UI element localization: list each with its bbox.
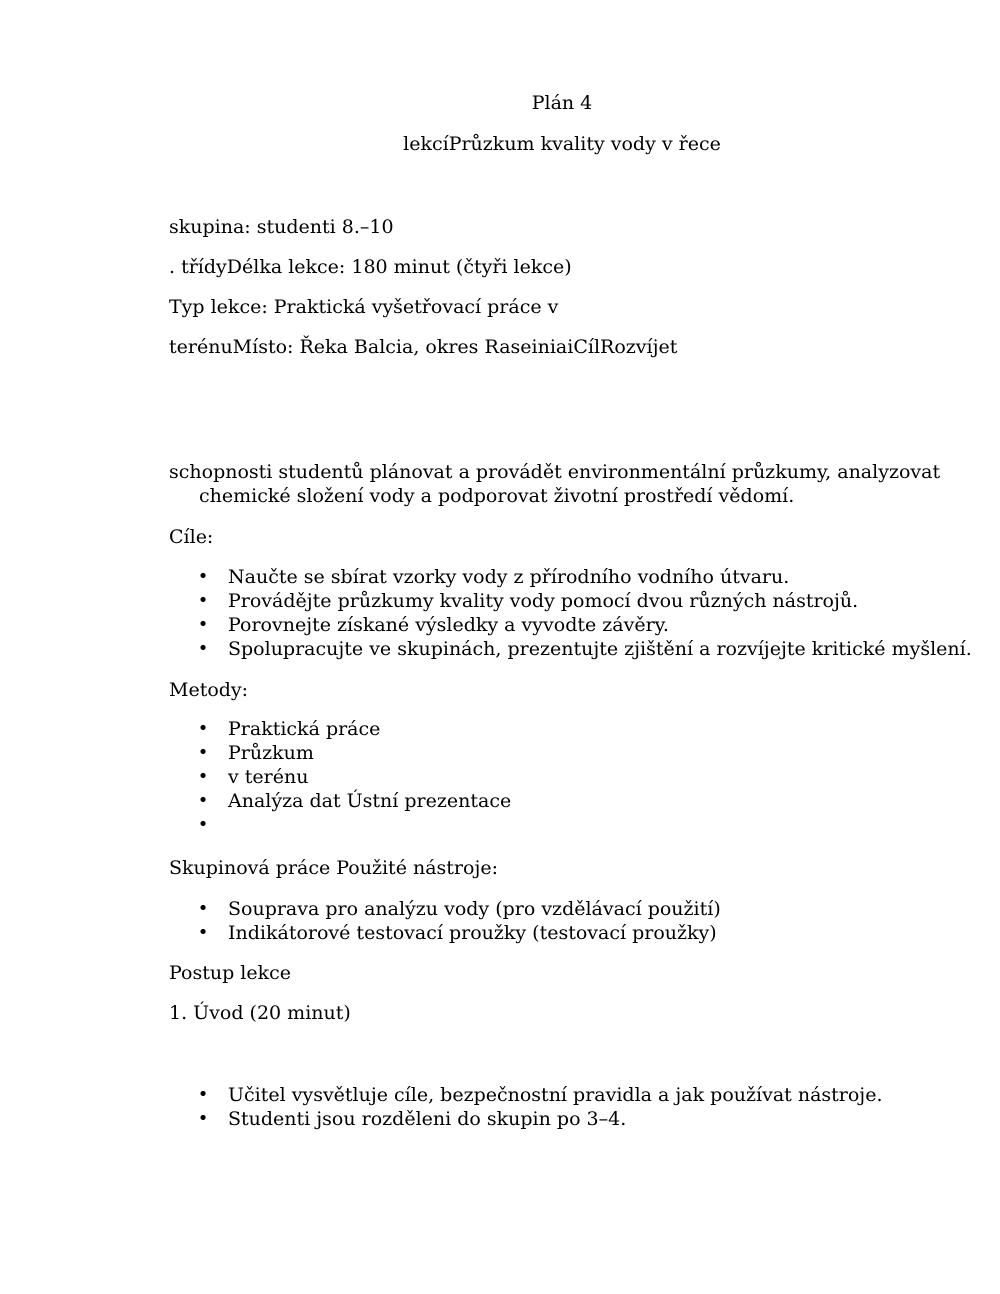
bullet-icon: • (197, 718, 209, 739)
list-item (169, 921, 721, 945)
list-item-text: Analýza dat Ústní prezentace (228, 790, 512, 812)
bullet-icon: • (197, 566, 209, 587)
info-line-type: Typ lekce: Praktická vyšetřovací práce v (169, 296, 559, 318)
bullet-icon: • (197, 1084, 209, 1105)
list-item-text: Spolupracujte ve skupinách, prezentujte zjištění a rozvíjejte kritické myšlení. (228, 638, 972, 660)
list-item (169, 565, 972, 589)
methods-heading: Metody: (169, 679, 249, 701)
list-item-text: Průzkum (228, 742, 314, 764)
bullet-icon: • (197, 742, 209, 763)
list-item (169, 897, 721, 921)
list-item (169, 1107, 882, 1131)
list-item (169, 765, 511, 789)
bullet-icon: • (197, 638, 209, 659)
goal-text-line1: schopnosti studentů plánovat a provádět environmentální průzkumy, analyzovat (169, 461, 941, 483)
list-item-text: Učitel vysvětluje cíle, bezpečnostní pravidla a jak používat nástroje. (228, 1084, 883, 1106)
bullet-icon: • (197, 614, 209, 635)
objectives-heading: Cíle: (169, 526, 214, 548)
document-title: Plán 4 (531, 92, 593, 114)
bullet-icon: • (197, 790, 209, 811)
list-item-text: Indikátorové testovací proužky (testovací proužky) (228, 922, 717, 944)
goal-text-line2: chemické složení vody a podporovat životní prostředí vědomí. (199, 485, 795, 507)
list-item-text: Provádějte průzkumy kvality vody pomocí dvou různých nástrojů. (228, 590, 859, 612)
bullet-icon: • (197, 766, 209, 787)
list-item (169, 717, 511, 741)
list-item (169, 789, 511, 813)
list-item (169, 813, 511, 837)
list-item-text: v terénu (228, 766, 309, 788)
list-item-text: Praktická práce (228, 718, 381, 740)
list-item (169, 741, 511, 765)
bullet-icon: • (197, 922, 209, 943)
bullet-icon: • (197, 898, 209, 919)
bullet-icon: • (197, 814, 209, 835)
procedure-step1-list (169, 1083, 882, 1131)
procedure-step1-heading: 1. Úvod (20 minut) (169, 1002, 351, 1024)
bullet-icon: • (197, 1108, 209, 1129)
list-item-text: Souprava pro analýzu vody (pro vzdělávací použití) (228, 898, 721, 920)
procedure-heading: Postup lekce (169, 962, 291, 984)
objectives-list (169, 565, 972, 661)
document-subtitle: lekcíPrůzkum kvality vody v řece (403, 133, 721, 155)
info-line-duration: . třídyDélka lekce: 180 minut (čtyři lekce) (169, 256, 572, 278)
list-item-text: Naučte se sbírat vzorky vody z přírodního vodního útvaru. (228, 566, 790, 588)
info-line-location: terénuMísto: Řeka Balcia, okres RaseiniaiCílRozvíjet (169, 336, 678, 358)
list-item (169, 1083, 882, 1107)
list-item (169, 637, 972, 661)
tools-heading: Skupinová práce Použité nástroje: (169, 857, 498, 879)
list-item-text: Studenti jsou rozděleni do skupin po 3–4. (228, 1108, 627, 1130)
methods-list (169, 717, 511, 837)
list-item (169, 589, 972, 613)
info-line-group: skupina: studenti 8.–10 (169, 216, 394, 238)
bullet-icon: • (197, 590, 209, 611)
list-item-text: Porovnejte získané výsledky a vyvodte závěry. (228, 614, 669, 636)
tools-list (169, 897, 721, 945)
list-item (169, 613, 972, 637)
